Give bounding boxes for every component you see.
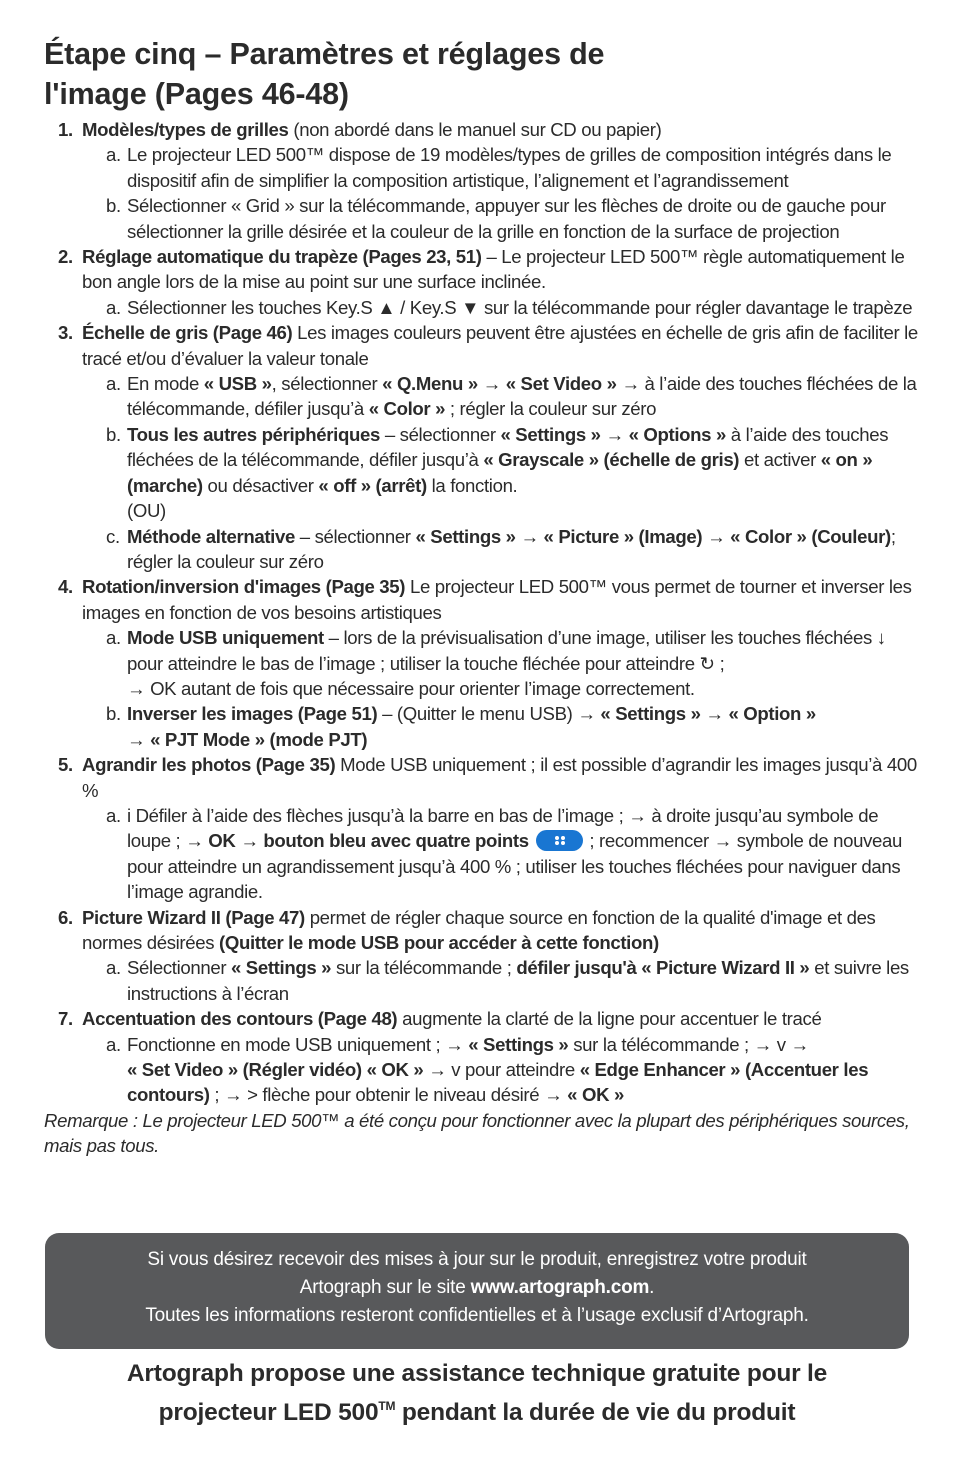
item-text: ; [209,1084,225,1106]
item-bold: « Set Video » (Régler vidéo) « OK » [127,1059,424,1081]
item-bold: « Q.Menu » [382,373,478,395]
item-bold: bouton bleu avec quatre points [263,830,529,852]
footer-line-1: Artograph propose une assistance technique gratuite pour le [126,1360,828,1387]
item-text: En mode [127,373,204,395]
right-arrow-icon: → [707,525,726,547]
item-text: et activer [739,449,821,471]
banner-text: . [649,1277,655,1298]
right-arrow-icon: → [185,830,204,852]
item-bold: « Color » [368,398,446,420]
section-heading: Rotation/inversion d'images (Page 35) [82,576,406,598]
section-6 [44,905,924,956]
item-bold: OK [208,830,236,852]
artograph-website-link[interactable]: www.artograph.com [470,1277,650,1298]
support-footer [44,1358,910,1429]
section-7-a [44,1032,924,1108]
banner-text: Artograph sur le site [299,1277,471,1298]
item-bold: « Color » (Couleur) [730,525,891,547]
right-arrow-icon: → [240,830,259,852]
item-bold: « USB » [203,373,272,395]
item-bold: Mode USB uniquement [127,627,324,649]
section-text: Le projecteur LED 500™ vous permet de tourner et inverser les images en fonction de vos besoins artistiques [82,576,912,623]
item-text: à l’aide des touches fléchées de la télécommande, défiler jusqu’à [127,423,889,471]
down-arrow-icon: ↓ [876,627,886,649]
item-bold: Inverser les images (Page 51) [127,703,378,725]
item-letter: a. [106,627,121,649]
item-text: et suivre les instructions à l’écran [127,957,909,1004]
section-3 [44,320,924,371]
section-4-a [44,625,924,701]
item-text: – sélectionner [380,423,501,445]
item-text: i Défiler à l’aide des flèches jusqu’à la barre en bas de l’image ; [127,804,629,826]
item-text: – lors de la prévisualisation d’une image, utiliser les touches fléchées [323,627,877,649]
section-heading: Échelle de gris (Page 46) [82,322,293,344]
item-letter: a. [106,804,121,826]
section-heading: Accentuation des contours (Page 48) [82,1008,398,1030]
section-text: (non abordé dans le manuel sur CD ou papier) [288,119,662,140]
section-5-a [44,803,924,905]
footer-text: pendant la durée de vie du produit [395,1399,796,1426]
item-text: ; régler la couleur sur zéro [445,398,657,420]
banner-line-1: Si vous désirez recevoir des mises à jour sur le produit, enregistrez votre produit [147,1249,807,1270]
section-heading: Picture Wizard II (Page 47) [82,906,305,928]
title-line-2: l'image (Pages 46-48) [44,77,349,111]
item-bold: « PJT Mode » (mode PJT) [150,728,368,750]
right-arrow-icon: → [482,373,501,395]
banner-line-2 [45,1274,909,1302]
item-text: Fonctionne en mode USB uniquement ; [127,1033,446,1055]
section-7 [44,1006,924,1031]
footer-text: projecteur LED 500 [158,1399,379,1426]
page-title [44,34,904,114]
item-letter: a. [106,296,121,318]
right-arrow-icon: → [127,677,146,699]
section-3-c [44,524,924,575]
section-heading: Réglage automatique du trapèze (Pages 23, 51) [82,246,482,268]
item-text: à droite jusqu’au symbole de loupe ; [127,804,879,852]
section-4 [44,574,924,625]
title-line-1: Étape cinq – Paramètres et réglages de [44,37,605,71]
item-bold: Méthode alternative [127,525,295,547]
item-text: ; recommencer [584,830,714,852]
section-2-a [44,295,924,320]
item-text: symbole de nouveau pour atteindre un agrandissement jusqu’à 400 % ; utiliser les touches fléchées pour naviguer dans l’image agrandie. [127,830,902,903]
item-letter: a. [106,1033,121,1055]
item-letter: a. [106,373,121,395]
section-6-a [44,955,924,1006]
item-text: Le projecteur LED 500™ dispose de 19 modèles/types de grilles de composition intégrés dans le dispositif afin de simplifier la composition artistique, l’alignement et l’agrandissement [127,144,892,191]
right-arrow-icon: → [520,525,539,547]
item-text: ou désactiver [202,474,319,496]
registration-banner [45,1233,909,1349]
item-text: sur la télécommande ; [568,1033,754,1055]
item-letter: a. [106,957,121,979]
item-text: v [771,1033,791,1055]
section-heading: Agrandir les photos (Page 35) [82,754,336,776]
right-arrow-icon: → [577,703,596,725]
item-text: OK autant de fois que nécessaire pour orienter l’image correctement. [145,677,695,699]
item-text: Sélectionner [127,957,231,979]
item-text: > flèche pour obtenir le niveau désiré [242,1084,545,1106]
item-text: la fonction. [426,474,518,496]
right-arrow-icon: → [628,804,647,826]
banner-line-3: Toutes les informations resteront confidentielles et à l’usage exclusif d’Artograph. [145,1305,809,1326]
item-bold: « off » (arrêt) [318,474,427,496]
section-1-a [44,142,924,193]
section-text-bold: (Quitter le mode USB pour accéder à cette fonction) [219,932,659,953]
right-arrow-icon: → [445,1033,464,1055]
section-number: 2. [58,246,73,268]
item-text: – sélectionner [294,525,416,547]
remark-note: Remarque : Le projecteur LED 500™ a été conçu pour fonctionner avec la plupart des périphériques sources, mais pas tous. [44,1109,910,1157]
item-bold: « Set Video » [505,373,617,395]
section-text: Mode USB uniquement ; il est possible d’agrandir les images jusqu’à 400 % [82,754,917,801]
right-arrow-icon: → [790,1033,809,1055]
right-arrow-icon: → [127,728,146,750]
section-text: Les images couleurs peuvent être ajustées en échelle de gris afin de faciliter le tracé et/ou d’évaluer la valeur tonale [82,322,918,369]
item-text: Sélectionner les touches Key.S ▲ / Key.S ▼ sur la télécommande pour régler davantage le trapèze [127,296,913,318]
item-bold: « Settings » [230,957,332,979]
item-bold: « OK » [567,1084,624,1106]
section-number: 6. [58,906,73,928]
item-bold: « Settings » [468,1033,569,1055]
section-2 [44,244,924,295]
item-text: v pour atteindre [446,1059,580,1081]
trademark: TM [378,1399,396,1413]
item-bold: « Option » [728,703,816,725]
item-bold: défiler jusqu'à « Picture Wizard II » [516,957,810,979]
item-bold: « Settings » [500,423,601,445]
right-arrow-icon: → [224,1084,243,1106]
section-5 [44,752,924,803]
section-1 [44,117,924,142]
item-text: Sélectionner « Grid » sur la télécommande, appuyer sur les flèches de droite ou de gauche pour sélectionner la grille désirée et la couleur de la grille en fonction de la surface de projection [127,195,886,242]
item-bold: Tous les autres périphériques [127,423,380,445]
section-heading: Modèles/types de grilles [82,119,289,140]
section-number: 4. [58,576,73,598]
four-dots-button-icon [536,830,583,851]
item-letter: b. [106,423,121,445]
section-number: 5. [58,754,73,776]
right-arrow-icon: → [705,703,724,725]
item-letter: c. [106,525,120,547]
item-bold: « Options » [628,423,726,445]
section-number: 1. [58,119,73,140]
section-3-a [44,371,924,422]
right-arrow-icon: → [621,373,640,395]
item-text: ; régler la couleur sur zéro [127,525,896,572]
item-bold: « Picture » (Image) [543,525,703,547]
item-bold: « Edge Enhancer » (Accentuer les contours) [127,1059,869,1106]
section-text: augmente la clarté de la ligne pour accentuer le tracé [397,1008,822,1030]
item-letter: a. [106,144,121,166]
right-arrow-icon: → [428,1059,447,1081]
item-text: ; [714,652,725,674]
instructions [44,117,924,1159]
item-text: à l’aide des touches fléchées de la télécommande, défiler jusqu’à [127,373,917,420]
section-text: permet de régler chaque source en fonction de la qualité d'image et des normes désirées [82,906,876,953]
item-bold: « on » (marche) [127,449,873,496]
item-text: sur la télécommande ; [331,957,517,979]
section-4-b [44,701,924,752]
item-letter: b. [106,195,121,217]
right-arrow-icon: → [544,1084,563,1106]
section-text: – Le projecteur LED 500™ règle automatiquement le bon angle lors de la mise au point sur une surface inclinée. [82,246,905,293]
right-arrow-icon: → [753,1033,772,1055]
section-number: 7. [58,1008,73,1030]
section-1-b [44,193,924,244]
item-text: pour atteindre le bas de l’image ; utiliser la touche fléchée pour atteindre [127,652,700,674]
section-number: 3. [58,322,73,344]
item-text: – (Quitter le menu USB) [377,703,578,725]
rotate-icon: ↻ [699,652,715,674]
right-arrow-icon: → [713,830,732,852]
item-bold: « Settings » [415,525,516,547]
item-text: (OU) [127,500,166,522]
section-3-b [44,422,924,524]
right-arrow-icon: → [605,423,624,445]
item-letter: b. [106,703,121,725]
item-bold: « Settings » [600,703,701,725]
item-text: , sélectionner [271,373,383,395]
item-bold: « Grayscale » (échelle de gris) [483,449,740,471]
footer-line-2 [44,1390,910,1429]
